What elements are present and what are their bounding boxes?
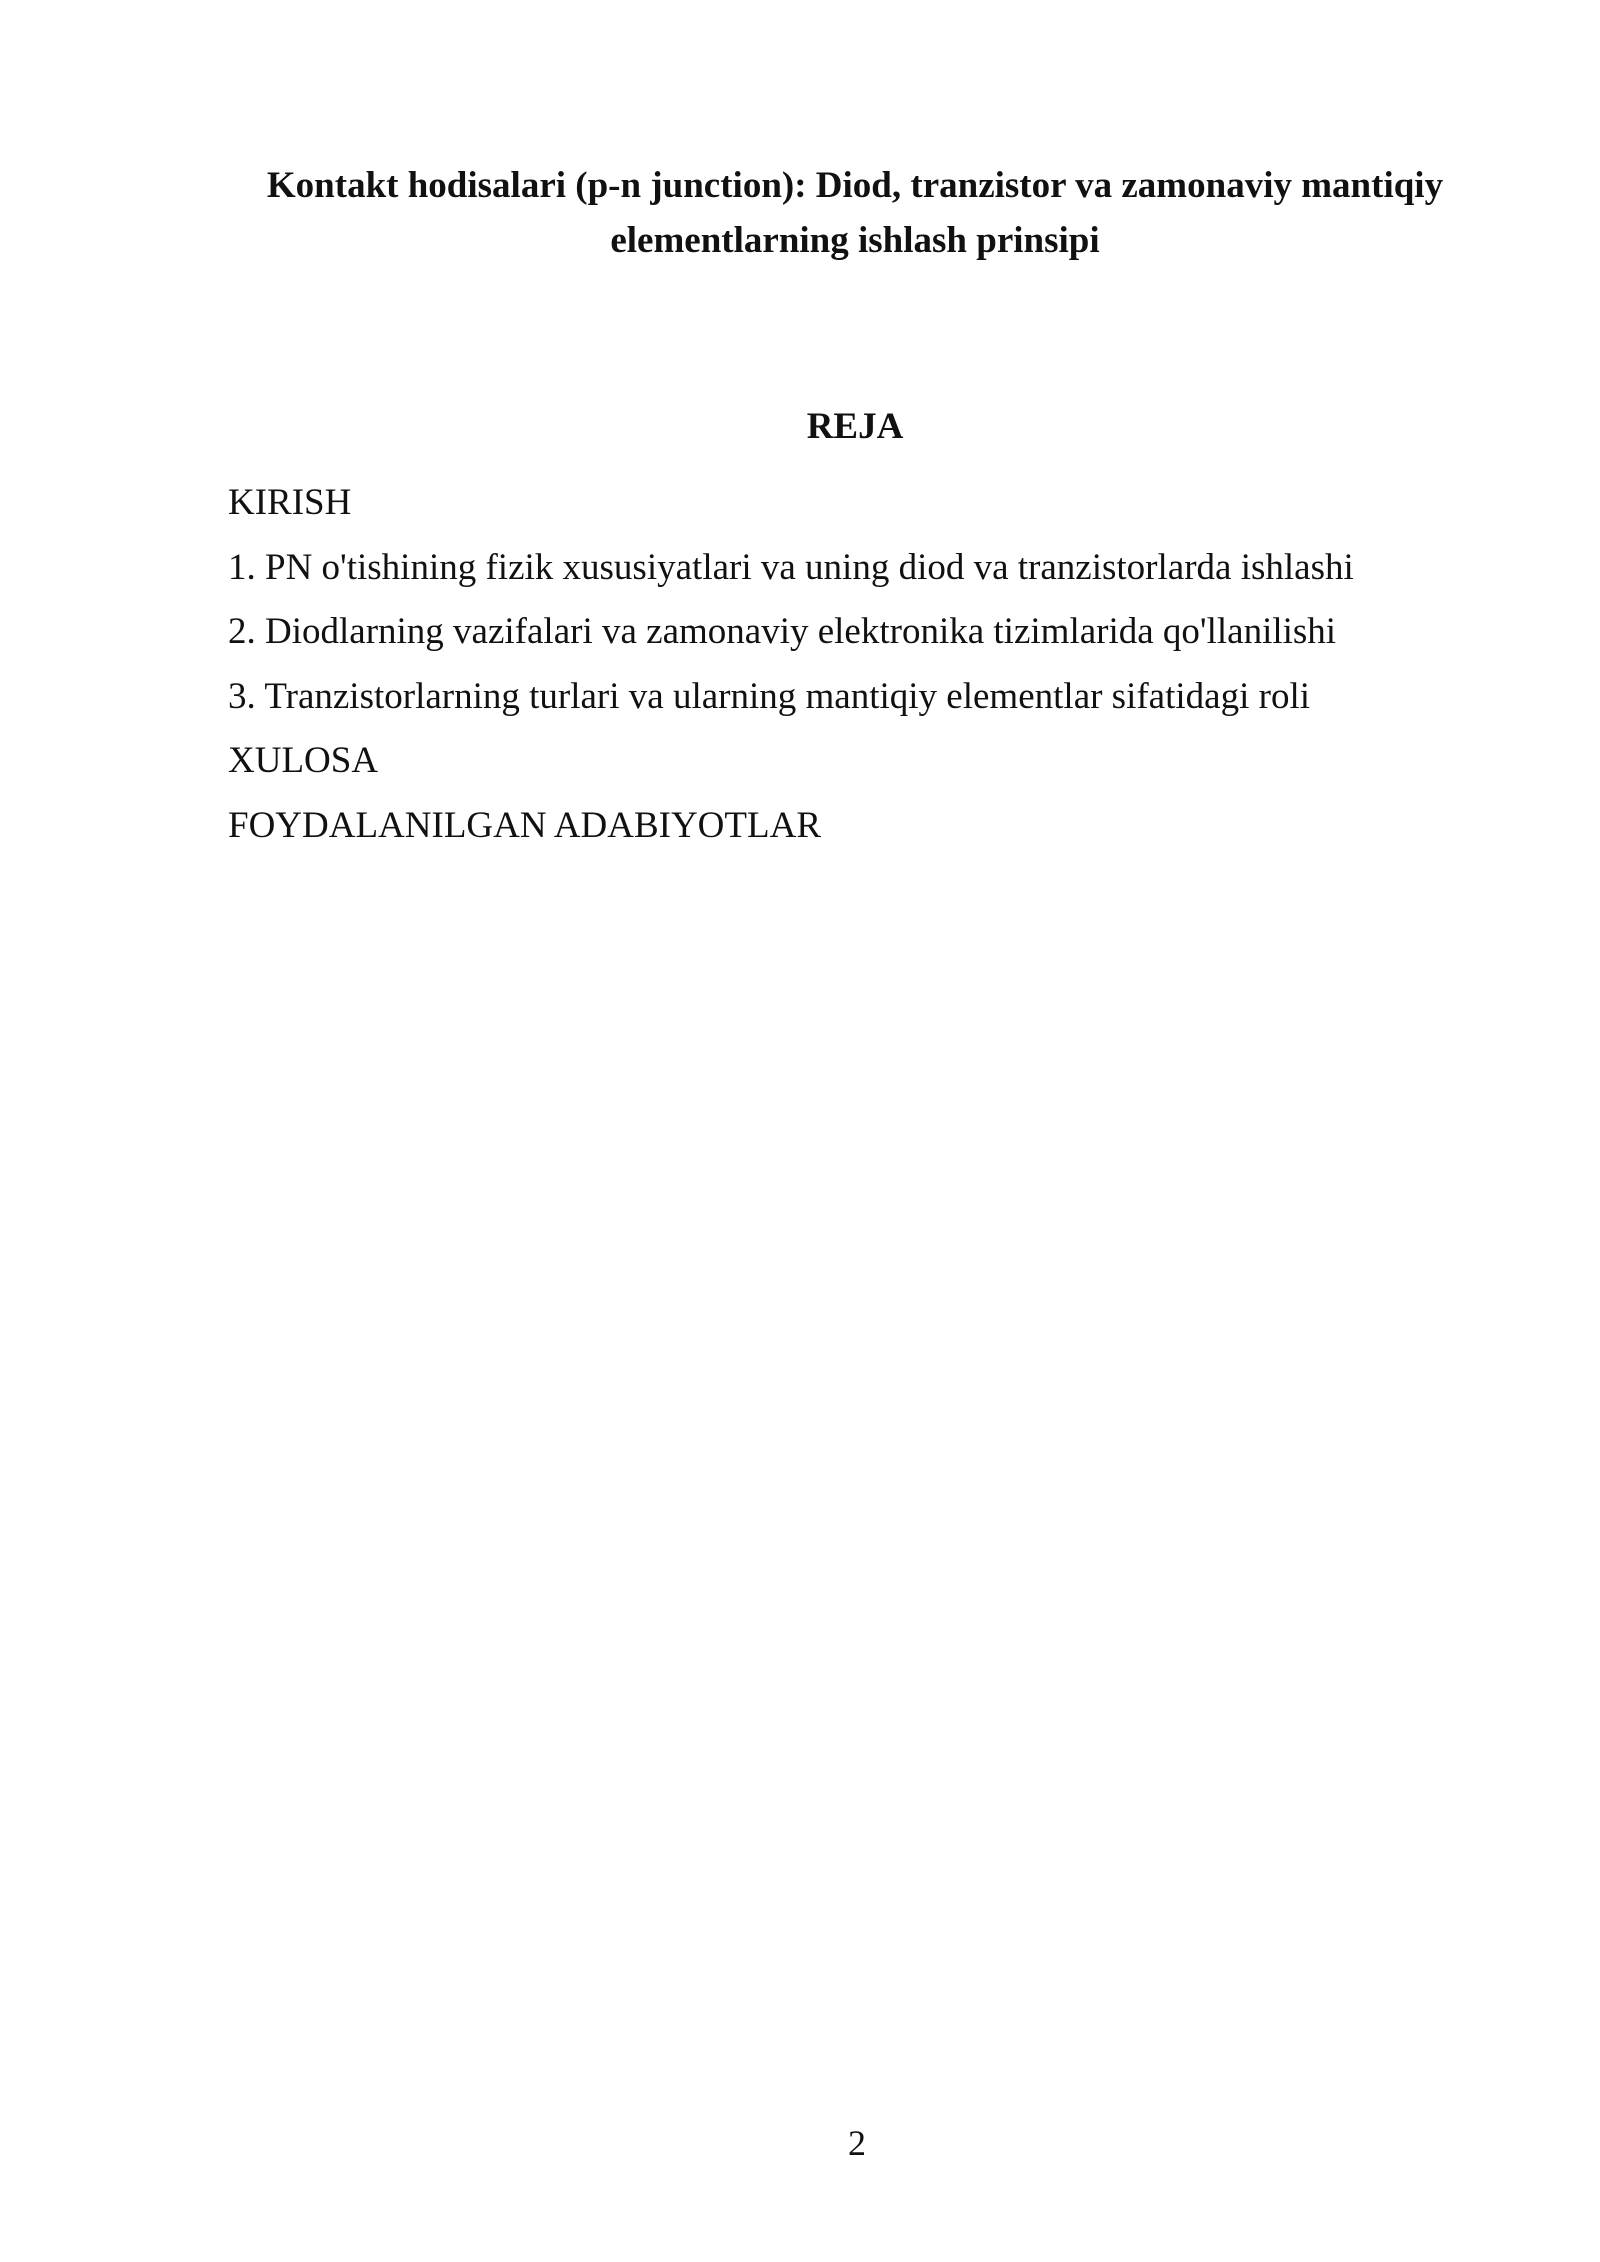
plan-item-conclusion: XULOSA bbox=[228, 740, 379, 782]
document-title-line: elementlarning ishlash prinsipi bbox=[610, 220, 1100, 261]
document-title-line: Kontakt hodisalari (p-n junction): Diod, tranzistor va zamonaviy mantiqiy bbox=[266, 165, 1444, 206]
page-number: 2 bbox=[848, 2123, 866, 2163]
plan-item-section-3: 3. Tranzistorlarning turlari va ularning mantiqiy elementlar sifatidagi roli bbox=[228, 675, 1310, 717]
plan-item-introduction: KIRISH bbox=[228, 482, 352, 523]
plan-heading: REJA bbox=[806, 406, 904, 447]
document-title bbox=[210, 158, 1500, 268]
plan-list bbox=[228, 471, 1528, 859]
plan-item-references: FOYDALANILGAN ADABIYOTLAR bbox=[228, 804, 821, 846]
plan-item-section-2: 2. Diodlarning vazifalari va zamonaviy elektronika tizimlarida qo'llanilishi bbox=[228, 611, 1337, 653]
plan-item-section-1: 1. PN o'tishining fizik xususiyatlari va uning diod va tranzistorlarda ishlashi bbox=[228, 546, 1354, 588]
